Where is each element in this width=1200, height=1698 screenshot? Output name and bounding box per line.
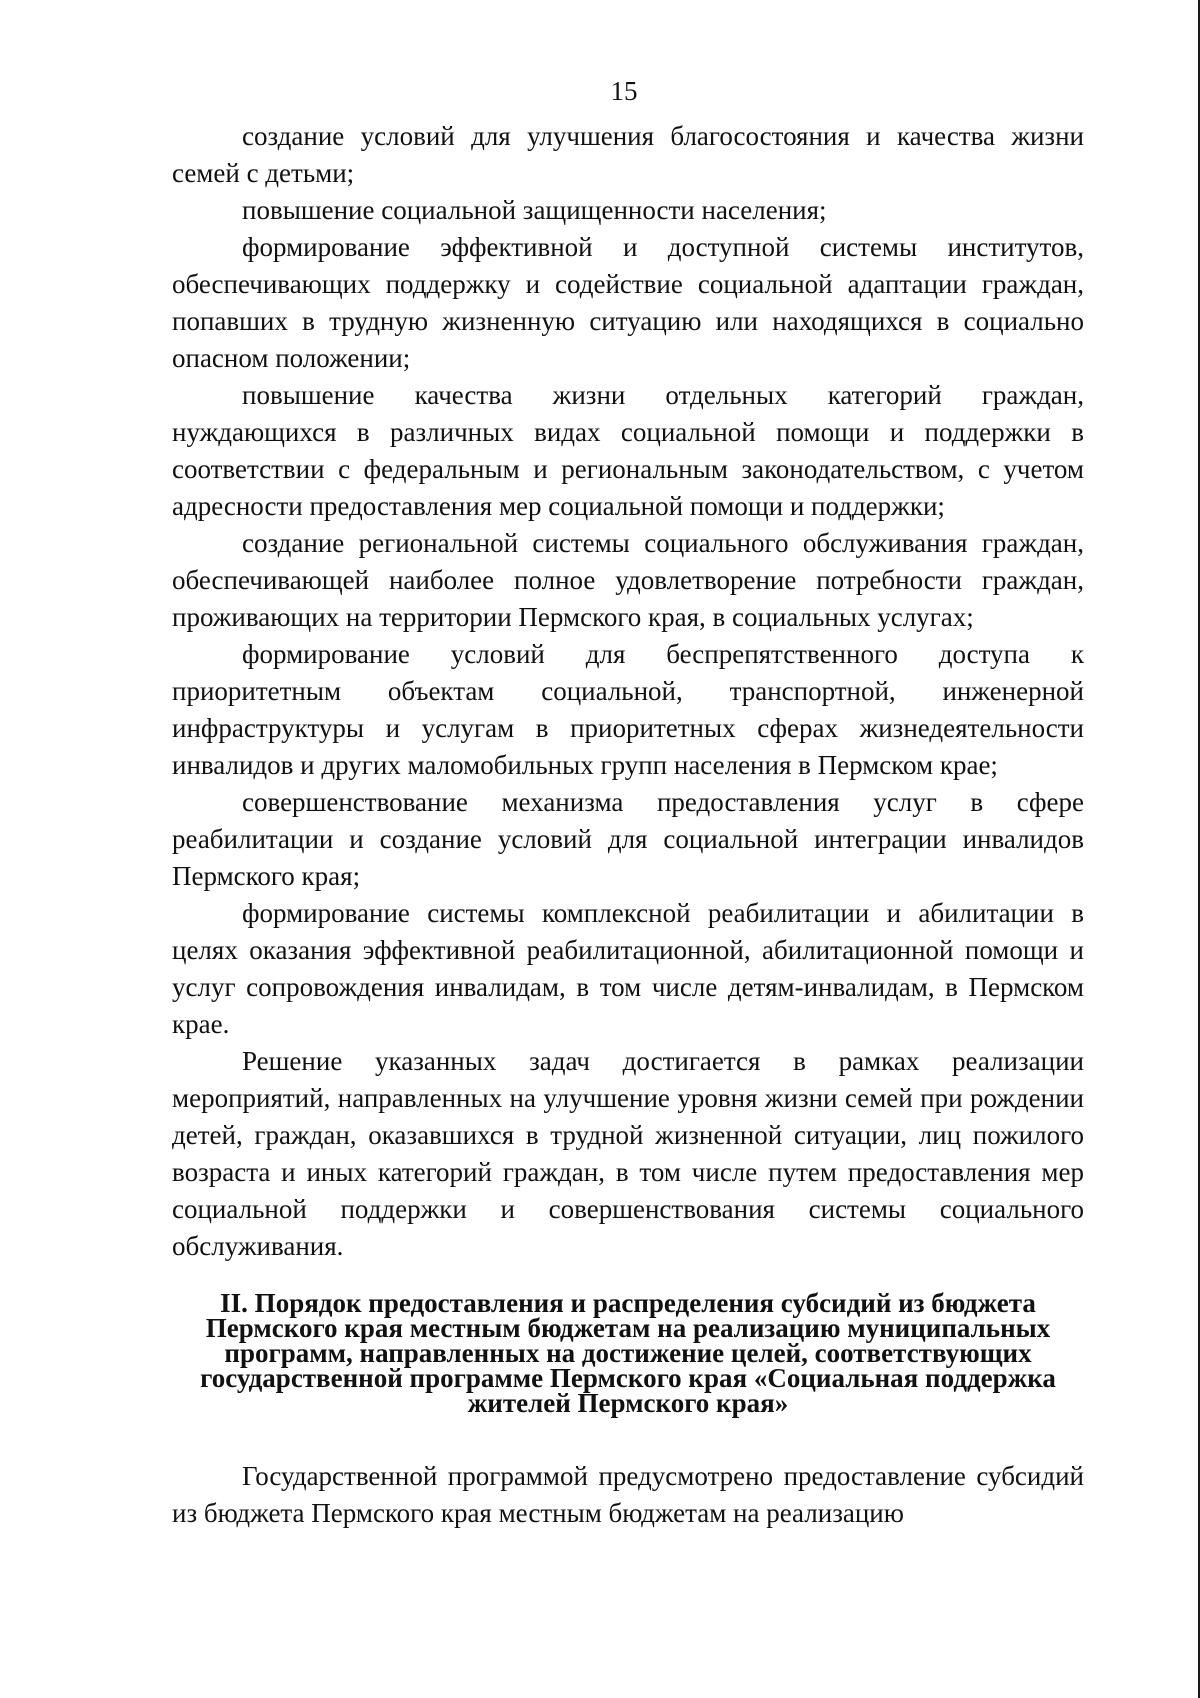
paragraph-4: повышение качества жизни отдельных категорий граждан, нуждающихся в различных видах социальной помощи и поддержки в соответствии с федеральным и региональным законодательством, с учетом адресности предоставления мер социальной помощи и поддержки; xyxy=(172,380,1084,521)
section-heading: II. Порядок предоставления и распределения субсидий из бюджета Пермского края местным бюджетам на реализацию муниципальных программ, направленных на достижение целей, соответствующих государственной программе Пермского края «Социальная поддержка жителей Пермского края» xyxy=(200,1288,1056,1418)
paragraph-7: совершенствование механизма предоставления услуг в сфере реабилитации и создание условий для социальной интеграции инвалидов Пермского края; xyxy=(172,787,1084,891)
paragraph-8: формирование системы комплексной реабилитации и абилитации в целях оказания эффективной реабилитационной, абилитационной помощи и услуг сопровождения инвалидам, в том числе детям-инвалидам, в Пермском крае. xyxy=(172,898,1084,1039)
paragraph-9: Решение указанных задач достигается в рамках реализации мероприятий, направленных на улучшение уровня жизни семей при рождении детей, граждан, оказавшихся в трудной жизненной ситуации, лиц пожилого возраста и иных категорий граждан, в том числе путем предоставления мер социальной поддержки и совершенствования системы социального обслуживания. xyxy=(172,1046,1084,1261)
paragraph-1: создание условий для улучшения благосостояния и качества жизни семей с детьми; xyxy=(172,121,1084,188)
paragraph-5: создание региональной системы социального обслуживания граждан, обеспечивающей наиболее полное удовлетворение потребности граждан, проживающих на территории Пермского края, в социальных услугах; xyxy=(172,528,1084,632)
paragraph-3: формирование эффективной и доступной системы институтов, обеспечивающих поддержку и содействие социальной адаптации граждан, попавших в трудную жизненную ситуацию или находящихся в социально опасном положении; xyxy=(172,232,1084,373)
paragraph-2: повышение социальной защищенности населения; xyxy=(242,195,827,225)
closing-paragraph: Государственной программой предусмотрено предоставление субсидий из бюджета Пермского края местным бюджетам на реализацию xyxy=(172,1461,1084,1528)
paragraph-6: формирование условий для беспрепятственного доступа к приоритетным объектам социальной, транспортной, инженерной инфраструктуры и услугам в приоритетных сферах жизнедеятельности инвалидов и других маломобильных групп населения в Пермском крае; xyxy=(172,639,1084,780)
page-number: 15 xyxy=(610,76,638,106)
document-body xyxy=(172,118,1084,1532)
